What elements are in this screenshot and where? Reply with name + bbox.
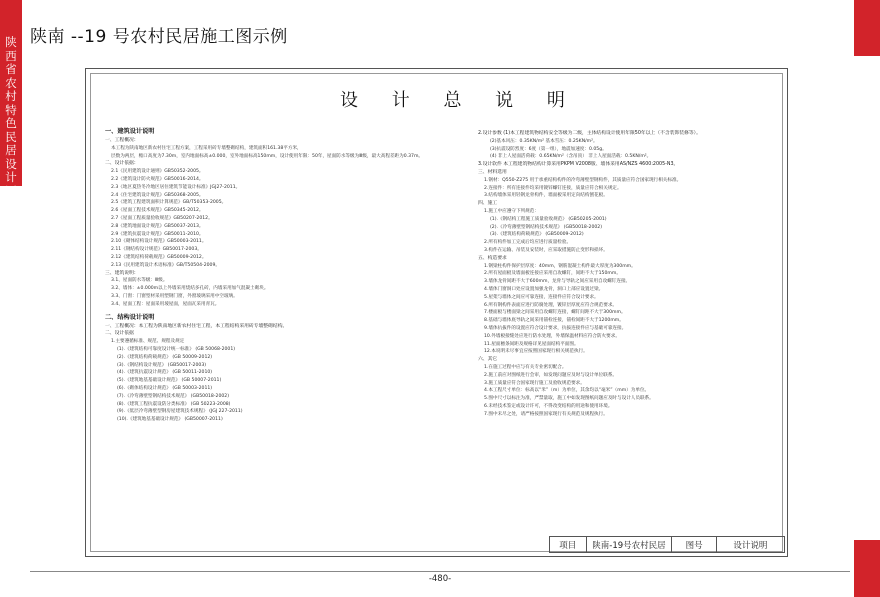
- text-line: 四、施工: [478, 201, 498, 207]
- text-line: 9.墙体抗拔件的设置应符合设计要求，抗拔连接件应与基础可靠连接。: [484, 325, 627, 331]
- text-line: 2.10《砌体结构设计规范》GB50003-2011。: [111, 239, 207, 245]
- bottom-rule: [30, 571, 850, 572]
- text-line: (2).《冷弯薄壁型钢结构技术规范》 (GB50018-2002): [490, 224, 602, 230]
- text-line: 2.3《地区夏热冬冷地区居住建筑节能设计标准》JGJ27-2011。: [111, 184, 241, 190]
- right-color-block-top: [854, 0, 880, 56]
- text-line: (8).《建筑工程抗震设防分类标准》 (GB 50223-2008): [117, 401, 231, 407]
- side-band-char: 西: [5, 48, 17, 63]
- text-line: 8.基础与墙体底导轨之间采用锚栓连接，锚栓间距不大于1200mm。: [484, 318, 624, 324]
- text-line: (1).《建筑结构可靠度设计统一标准》 (GB 50068-2001): [117, 346, 236, 352]
- text-line: (2).《建筑结构荷载规范》 (GB 50009-2012): [117, 354, 213, 360]
- text-line: 1.在施工过程中应与有关专业密切配合。: [484, 364, 567, 370]
- side-band-char: 集: [5, 197, 17, 211]
- text-line: (2)基本风压：0.35KN/m² 基本雪压：0.25KN/m²。: [490, 138, 598, 144]
- text-line: 2.11《钢结构设计规范》GB50017-2003。: [111, 247, 202, 253]
- text-line: (7).《冷弯薄壁型钢结构技术规范》 (GB50018-2002): [117, 393, 229, 399]
- text-line: 3.3、门窗：门窗型材采用塑钢门窗，外窗玻璃采用中空玻璃。: [111, 293, 238, 299]
- text-line: 三、建筑说明：: [105, 270, 139, 276]
- text-line: 3.构件在运输、吊装及安装时，应采取措施防止变形和损坏。: [484, 247, 608, 253]
- side-band-char: 民: [5, 129, 17, 144]
- text-line: 3.施工质量应符合国家现行施工及验收规范要求。: [484, 380, 585, 386]
- text-line: 11.屋面檩条间距及规格详见屋面结构平面图。: [484, 341, 579, 347]
- right-text-column: [478, 130, 701, 418]
- side-band-char: 陕: [5, 35, 17, 49]
- title-block-label-drawing-no: 图号: [672, 537, 716, 552]
- title-block-drawing-name: 设计说明: [733, 540, 768, 551]
- text-line: (9).《低层冷弯薄壁型钢房屋建筑技术规程》 (JGJ 227-2011): [117, 409, 243, 415]
- text-line: 2.8《建筑地面设计规范》GB50037-2013。: [111, 223, 204, 229]
- text-line: 4.墙体门窗洞口处应设置加强龙骨，洞口上部应设置过梁。: [484, 286, 604, 292]
- section-heading: 二、结构设计说明: [105, 313, 155, 321]
- right-color-block-bottom: [854, 540, 880, 597]
- text-line: 1.施工中应遵守下列规范：: [484, 208, 539, 214]
- text-line: 12.本说明未尽事宜应按照国家现行相关规范执行。: [484, 349, 588, 355]
- text-line: 三、材料选用: [478, 169, 507, 175]
- text-line: 7.图中未尽之处，请严格按照国家现行有关规范及规程执行。: [484, 411, 608, 417]
- text-line: 7.楼面板与楼面梁之间采用自攻螺钉连接，螺钉间距不大于300mm。: [484, 310, 626, 316]
- text-line: (4).《建筑抗震设计规范》 (GB 50011-2010): [117, 370, 213, 376]
- text-line: 2.4《住宅建筑设计规范》GB50368-2005。: [111, 192, 204, 198]
- text-line: 1.钢梁柱构件保护层厚度：40mm，钢筋混凝土构件最大厚度为300mm。: [484, 263, 636, 269]
- text-line: 层数为两层，檐口高度为7.30m，室内地面标高±0.000，室外地面标高150mm，设计使用年限：50年，屋面防水等级为Ⅲ级，最大高程差距为0.37m。: [111, 153, 424, 159]
- title-block: [549, 536, 785, 553]
- text-line: 五、构造要求: [478, 255, 507, 261]
- text-line: 本工程为陕南地区新农村住宅工程方案，工程采用砖专墙整砌结构，建筑面积161.38平方米，: [111, 145, 302, 151]
- text-line: 2.6《屋面工程技术规范》GB50345-2012。: [111, 208, 204, 214]
- text-line: 六、其它: [478, 357, 498, 363]
- page-number: -480-: [428, 574, 452, 584]
- text-line: 2.设计参数 (1)本工程建筑物结构安全等级为二级，主体结构设计使用年限50年以上（不含装饰装修等）。: [478, 131, 701, 136]
- text-line: (5).《建筑地基基础设计规范》 (GB 50007-2011): [117, 378, 222, 384]
- text-line: 2.13《民用建筑设计术语标准》GB/T50504-2009。: [111, 262, 220, 268]
- text-line: 二、设计依据：: [105, 161, 139, 167]
- page-title: 陕南 --19 号农村民居施工图示例: [30, 27, 288, 47]
- text-line: 2.所有屋面板及墙面板连接应采用自攻螺钉，间距不大于150mm。: [484, 271, 621, 277]
- text-line: 2.2《建筑设计防火规范》GB50016-2014。: [111, 176, 204, 182]
- text-line: 一、工程概况：: [105, 138, 139, 143]
- side-band-char: 村: [5, 89, 17, 103]
- main-title: 设 计 总 说 明: [340, 90, 579, 111]
- text-line: (3).《钢结构设计规范》 (GB50017-2003): [117, 362, 207, 368]
- text-line: 2.1《民用建筑设计通则》GB50352-2005。: [111, 169, 204, 175]
- text-line: (10).《建筑地基基础设计规范》 (GB50007-2011): [117, 417, 223, 423]
- side-band-char: 农: [5, 75, 17, 90]
- text-line: 1.钢材：Q550-Z275 用于承重结构构件的冷弯薄壁型钢构件，其质量应符合国家现行相关标准。: [484, 177, 682, 183]
- text-line: 5.图中尺寸以标注为准，严禁量取，施工中如发现图纸问题应及时与设计人员联系。: [484, 396, 654, 402]
- text-line: 3.设计软件 本工程建筑物结构计算采用PKPM V2008版、墙体采用AS/NZS 4600:2005-N3。: [478, 162, 679, 168]
- text-line: (3).《建筑结构荷载规范》 (GB50009-2012): [490, 232, 584, 238]
- text-line: 6.未经技术鉴定或设计许可，不得改变结构的用途和使用环境。: [484, 403, 613, 409]
- text-line: 3.墙体龙骨间距不大于600mm，龙骨与导轨之间应采用自攻螺钉连接。: [484, 279, 631, 285]
- text-line: (3)抗震设防烈度：6度（第一组），地震加速度：0.05g。: [490, 146, 607, 152]
- text-line: 2.5《建筑工程建筑面积计算规范》GB/T50353-2005。: [111, 200, 227, 206]
- side-band-char: 省: [5, 62, 17, 76]
- side-band-char: 计: [5, 170, 17, 184]
- text-line: 2.施工前应对图纸进行会审，如发现问题应及时与设计单位联系。: [484, 372, 618, 378]
- side-band-char: 色: [5, 116, 17, 130]
- text-line: 3.2、墙体：±0.000m以上外墙采用烧结多孔砖，内墙采用加气混凝土砌块。: [111, 286, 269, 292]
- text-line: 2.连接件：所有连接件均采用镀锌螺钉连接，质量应符合相关规定。: [484, 185, 622, 191]
- side-band-char: 图: [5, 183, 17, 198]
- left-text-column: [105, 127, 423, 424]
- text-line: 3.结构墙体采用轻钢龙骨构件，墙面板采用定向结构刨花板。: [484, 193, 608, 199]
- text-line: 4.本工程尺寸单位：标高以“米”（m）为单位，其余均以“毫米”（mm）为单位。: [484, 388, 650, 394]
- text-line: 二、设计依据: [105, 331, 134, 337]
- text-line: (1).《钢结构工程施工质量验收规范》 (GB50205-2001): [490, 216, 607, 222]
- text-line: 2.所有构件加工完成后均应进行质量检验。: [484, 240, 572, 246]
- text-line: 6.所有钢构件表面应进行防腐处理，镀锌层厚度应符合规范要求。: [484, 302, 618, 308]
- side-band-char: 设: [5, 156, 17, 171]
- text-line: 2.7《屋面工程质量验收规范》GB50207-2012。: [111, 215, 213, 221]
- title-block-project-name: 陕南-19号农村民居: [587, 537, 673, 552]
- text-line: (6).《砌体结构设计规范》 (GB 50003-2011): [117, 385, 213, 391]
- text-line: 10.外墙板接缝处应进行防水处理，外墙保温材料应符合防火要求。: [484, 333, 620, 339]
- title-block-label-project: 项目: [550, 537, 587, 552]
- text-line: (4) 非上人屋面活荷载：0.65KN/m²（含吊顶） 非上人屋面活载：0.5KN/m²。: [490, 154, 652, 160]
- text-line: 1.主要遵循标准、规范、规程及规定: [111, 339, 185, 345]
- text-line: 5.屋架与墙体之间应可靠连接，连接件应符合设计要求。: [484, 294, 599, 300]
- text-line: 3.1、屋面防水等级：Ⅲ级。: [111, 278, 168, 284]
- text-line: 2.9《建筑抗震设计规范》GB50011-2010。: [111, 231, 204, 237]
- section-heading: 一、建筑设计说明: [105, 128, 155, 135]
- side-band-char: 居: [5, 143, 17, 157]
- side-band-char: 特: [5, 102, 17, 117]
- text-line: 3.4、屋面工程：屋面采用坡屋面，屋面瓦采用青瓦。: [111, 301, 220, 307]
- side-band: [0, 0, 22, 211]
- text-line: 2.12《建筑结构荷载规范》GB50009-2012。: [111, 254, 207, 260]
- text-line: 一、工程概况：本工程为陕南地区新农村住宅工程，本工程结构采用砖专墙整砌结构。: [105, 323, 288, 329]
